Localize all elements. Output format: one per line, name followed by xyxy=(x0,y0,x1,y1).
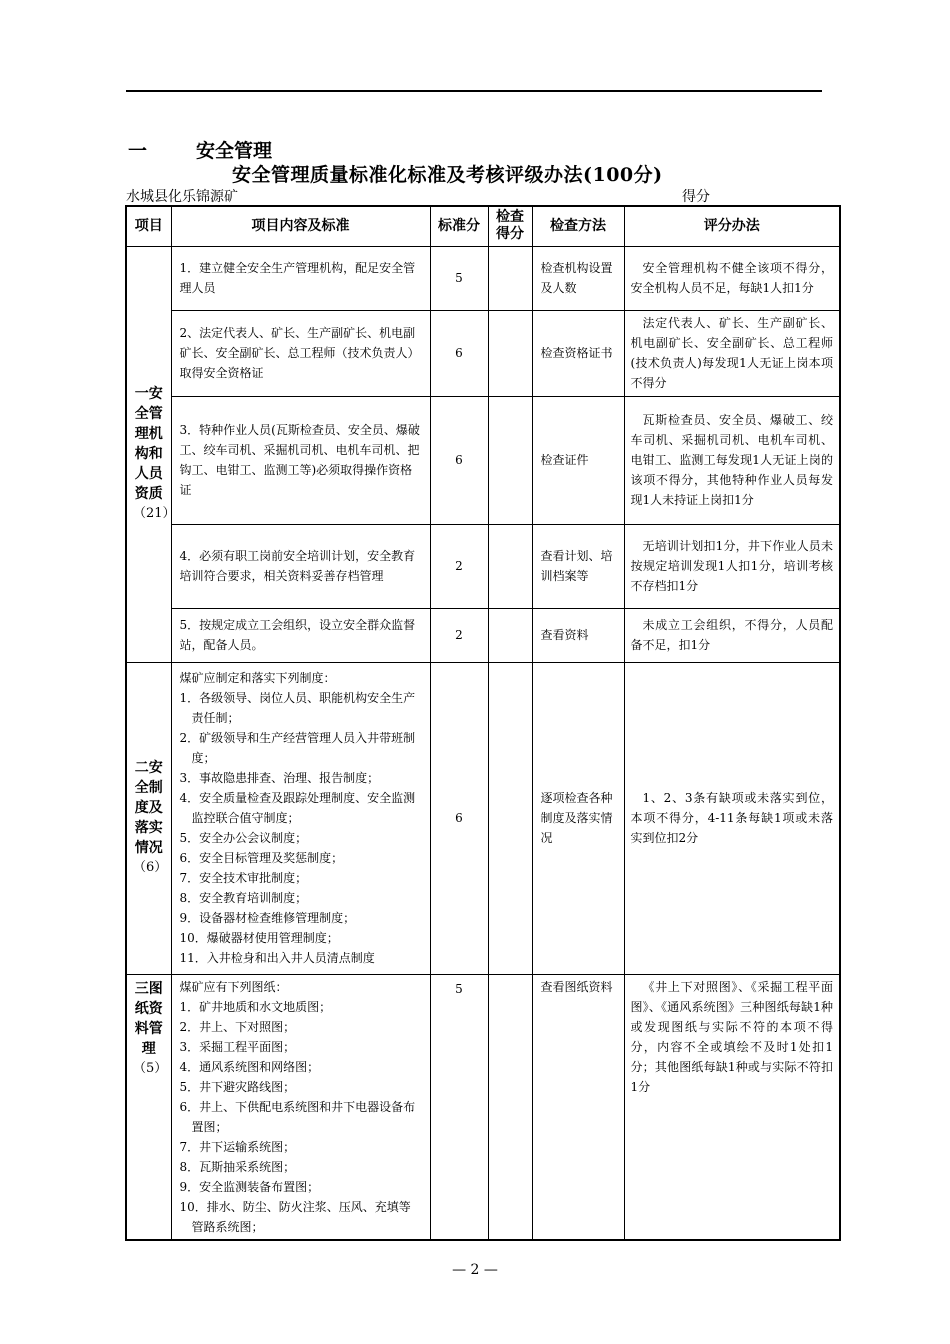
std-score-cell: 5 xyxy=(430,974,488,1240)
list-item: 5．井下避灾路线图； xyxy=(179,1079,296,1094)
std-score-cell: 6 xyxy=(430,310,488,396)
list-item: 8．瓦斯抽采系统图； xyxy=(179,1159,296,1174)
document-title: 安全管理质量标准化标准及考核评级办法(100分) xyxy=(232,164,663,186)
std-score-cell: 6 xyxy=(430,662,488,974)
scoring-cell: 安全管理机构不健全该项不得分，安全机构人员不足，每缺1人扣1分 xyxy=(624,246,840,310)
list-item: 7．安全技术审批制度； xyxy=(179,871,308,885)
list-intro: 煤矿应制定和落实下列制度： xyxy=(179,671,336,685)
category-cell-1 xyxy=(126,246,176,662)
table-row xyxy=(126,524,840,608)
header-method: 检查方法 xyxy=(532,206,624,246)
content-cell: 4．必须有职工岗前安全培训计划，安全教育培训符合要求，相关资料妥善存档管理 xyxy=(171,524,430,608)
check-score-cell xyxy=(488,662,532,974)
section-title: 安全管理 xyxy=(196,140,273,162)
table-row xyxy=(126,608,840,662)
method-cell: 查看图纸资料 xyxy=(532,974,624,1240)
list-item: 7．井下运输系统图； xyxy=(179,1139,296,1154)
list-item: 4．通风系统图和网络图； xyxy=(179,1059,320,1074)
list-item: 2．矿级领导和生产经营管理人员入井带班制度； xyxy=(179,731,416,765)
list-intro: 煤矿应有下列图纸： xyxy=(179,979,288,994)
check-score-cell xyxy=(488,608,532,662)
list-item: 9．设备器材检查维修管理制度； xyxy=(179,911,356,925)
method-cell: 检查资格证书 xyxy=(532,310,624,396)
mine-name-underline xyxy=(238,191,276,206)
check-score-cell xyxy=(488,246,532,310)
check-score-cell xyxy=(488,310,532,396)
table-row xyxy=(126,662,840,974)
content-cell: 2、法定代表人、矿长、生产副矿长、机电副矿长、安全副矿长、总工程师（技术负责人）取得安全资格证 xyxy=(171,310,430,396)
check-score-cell xyxy=(488,974,532,1240)
method-cell: 逐项检查各种制度及落实情况 xyxy=(532,662,624,974)
check-score-cell xyxy=(488,396,532,524)
table-row xyxy=(126,396,840,524)
list-item: 4．安全质量检查及跟踪处理制度、安全监测监控联合值守制度； xyxy=(179,791,416,825)
score-field xyxy=(682,186,788,206)
section-heading xyxy=(128,136,272,163)
category-cell-3 xyxy=(126,974,171,1240)
list-item: 6．井上、下供配电系统图和井下电器设备布置图； xyxy=(179,1099,416,1134)
header-item: 项目 xyxy=(126,206,171,246)
list-item: 9．安全监测装备布置图； xyxy=(179,1179,320,1194)
list-item: 1．矿井地质和水文地质图； xyxy=(179,999,332,1014)
category-points: （5） xyxy=(133,1060,168,1076)
header-info-line xyxy=(126,186,838,206)
check-score-cell xyxy=(488,524,532,608)
list-item: 3．采掘工程平面图； xyxy=(179,1039,296,1054)
scoring-cell: 瓦斯检查员、安全员、爆破工、绞车司机、采掘机司机、电机车司机、电钳工、监测工每发现1人无证上岗的该项不得分，其他特种作业人员每发现1人未持证上岗扣1分 xyxy=(624,396,840,524)
section-number: 一 xyxy=(128,140,148,162)
list-item: 5．安全办公会议制度； xyxy=(179,831,308,845)
scoring-cell: 法定代表人、矿长、生产副矿长、机电副矿长、安全副矿长、总工程师(技术负责人)每发现1人无证上岗本项不得分 xyxy=(624,310,840,396)
list-item: 1．各级领导、岗位人员、职能机构安全生产责任制； xyxy=(179,691,416,725)
header-std-score: 标准分 xyxy=(430,206,488,246)
category-cell-2 xyxy=(126,662,171,974)
top-rule xyxy=(126,90,822,92)
page-number: — 2 — xyxy=(452,1262,498,1278)
list-item: 10．排水、防尘、防火注浆、压风、充填等管路系统图； xyxy=(179,1199,411,1234)
scoring-cell: 1、2、3条有缺项或未落实到位，本项不得分，4-11条每缺1项或未落实到位扣2分 xyxy=(624,662,840,974)
content-cell xyxy=(171,662,430,974)
category-title: 一安全管理机构和人员资质 xyxy=(134,386,163,502)
method-cell: 查看计划、培训档案等 xyxy=(532,524,624,608)
category-points: （6） xyxy=(133,860,168,875)
std-score-cell: 2 xyxy=(430,524,488,608)
assessment-table xyxy=(125,205,841,1241)
list-item: 10．爆破器材使用管理制度； xyxy=(179,931,339,945)
content-cell: 1．建立健全安全生产管理机构，配足安全管理人员 xyxy=(171,246,430,310)
std-score-cell: 2 xyxy=(430,608,488,662)
list-item: 2．井上、下对照图； xyxy=(179,1019,296,1034)
list-item: 3．事故隐患排查、治理、报告制度； xyxy=(179,771,380,785)
table-row xyxy=(126,310,840,396)
score-label: 得分 xyxy=(682,189,710,205)
header-content: 项目内容及标准 xyxy=(171,206,430,246)
header-check-score: 检查得分 xyxy=(488,206,532,246)
category-points: （21） xyxy=(133,506,176,521)
table-header-row xyxy=(126,206,840,246)
scoring-cell: 无培训计划扣1分，井下作业人员未按规定培训发现1人扣1分，培训考核不存档扣1分 xyxy=(624,524,840,608)
method-cell: 检查证件 xyxy=(532,396,624,524)
method-cell: 检查机构设置及人数 xyxy=(532,246,624,310)
score-underline xyxy=(710,191,788,206)
method-cell: 查看资料 xyxy=(532,608,624,662)
mine-name: 水城县化乐锦源矿 xyxy=(126,189,238,205)
header-scoring: 评分办法 xyxy=(624,206,840,246)
mine-name-field xyxy=(126,186,276,206)
category-title: 三图纸资料管理 xyxy=(134,980,163,1057)
std-score-cell: 5 xyxy=(430,246,488,310)
content-cell xyxy=(171,974,430,1240)
table-row xyxy=(126,974,840,1240)
content-cell: 3．特种作业人员(瓦斯检查员、安全员、爆破工、绞车司机、采掘机司机、电机车司机、把钩工、电钳工、监测工等)必须取得操作资格证 xyxy=(171,396,430,524)
content-cell: 5．按规定成立工会组织，设立安全群众监督站，配备人员。 xyxy=(171,608,430,662)
list-item: 6．安全目标管理及奖惩制度； xyxy=(179,851,344,865)
std-score-cell: 6 xyxy=(430,396,488,524)
list-item: 11．入井检身和出入井人员清点制度 xyxy=(179,951,375,965)
list-item: 8．安全教育培训制度； xyxy=(179,891,308,905)
scoring-cell: 《井上下对照图》、《采掘工程平面图》、《通风系统图》三种图纸每缺1种或发现图纸与实际不符的本项不得分，内容不全或填绘不及时1处扣1分；其他图纸每缺1种或与实际不符扣1分 xyxy=(624,974,840,1240)
scoring-cell: 未成立工会组织，不得分，人员配备不足，扣1分 xyxy=(624,608,840,662)
category-title: 二安全制度及落实情况 xyxy=(134,760,163,856)
table-row xyxy=(126,246,840,310)
